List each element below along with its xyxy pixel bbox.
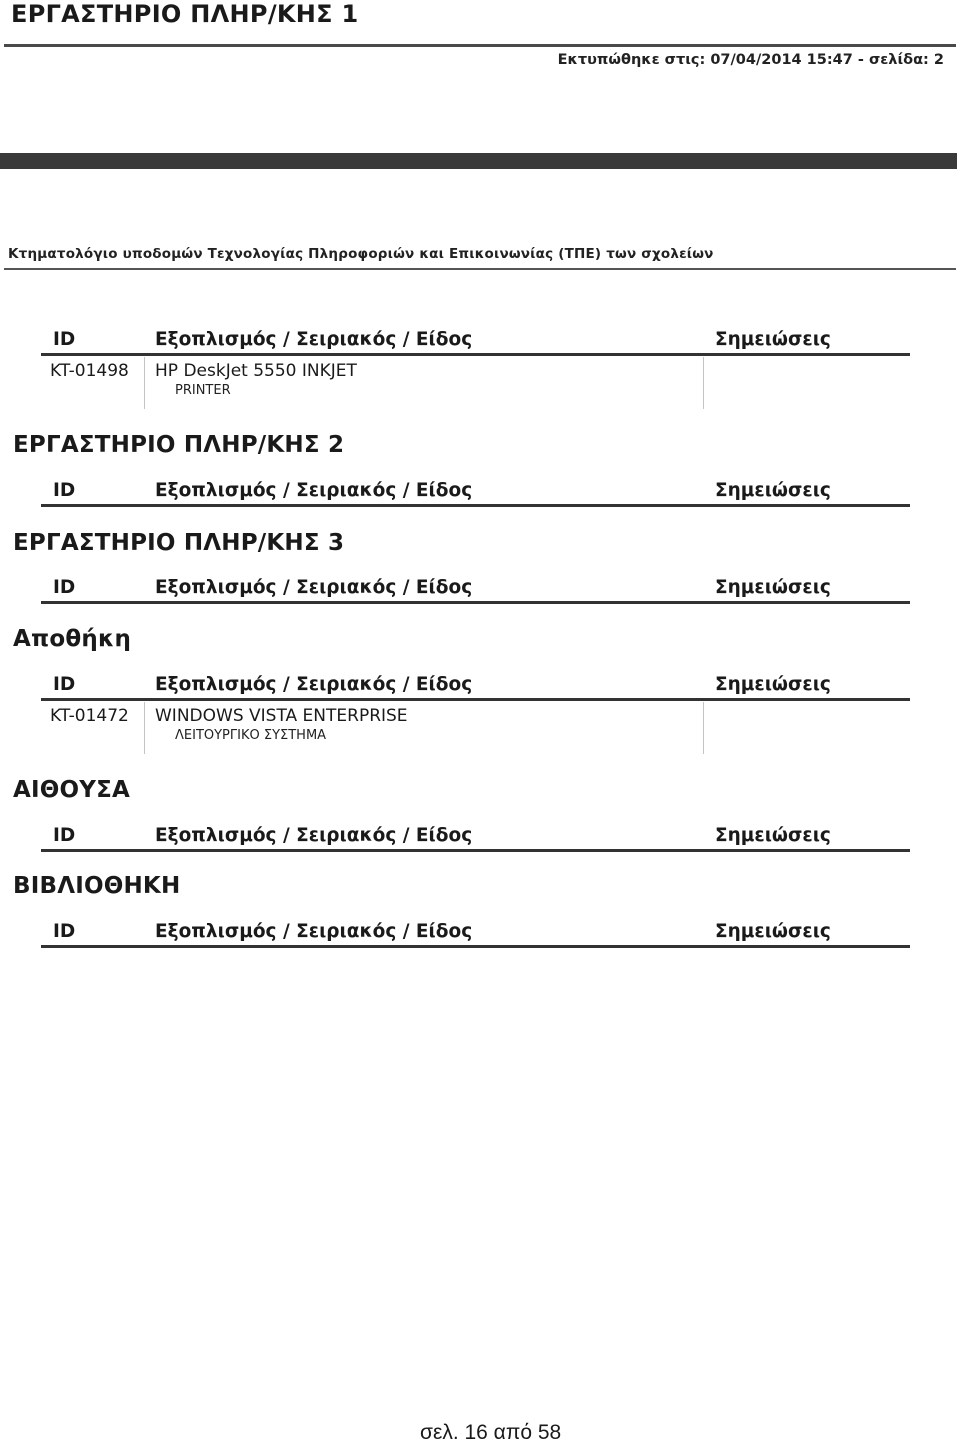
column-header-notes: Σημειώσεις <box>715 674 831 695</box>
item-id: KT-01472 <box>50 706 129 726</box>
section-title: ΕΡΓΑΣΤΗΡΙΟ ΠΛΗΡ/ΚΗΣ 3 <box>13 530 345 556</box>
item-id: KT-01498 <box>50 361 129 381</box>
document-subtitle: Κτηματολόγιο υποδομών Τεχνολογίας Πληροφοριών και Επικοινωνίας (ΤΠΕ) των σχολείων <box>8 246 714 262</box>
section-title: ΑΙΘΟΥΣΑ <box>13 777 131 803</box>
section-title: Αποθήκη <box>13 626 132 652</box>
section-title: ΕΡΓΑΣΤΗΡΙΟ ΠΛΗΡ/ΚΗΣ 2 <box>13 432 345 458</box>
column-header-notes: Σημειώσεις <box>715 921 831 942</box>
header-rule <box>4 44 956 47</box>
item-type: ΛΕΙΤΟΥΡΓΙΚΟ ΣΥΣΤΗΜΑ <box>175 728 327 743</box>
subtitle-rule <box>4 268 956 270</box>
column-header-equipment: Εξοπλισμός / Σειριακός / Είδος <box>155 921 473 942</box>
column-header-equipment: Εξοπλισμός / Σειριακός / Είδος <box>155 674 473 695</box>
section-title: ΒΙΒΛΙΟΘΗΚΗ <box>13 873 181 899</box>
table-header-rule <box>41 945 910 948</box>
table-header-rule <box>41 849 910 852</box>
table-header-rule <box>41 353 910 356</box>
column-header-id: ID <box>53 921 76 942</box>
column-divider <box>703 357 704 409</box>
page-number: σελ. 16 από 58 <box>420 1421 562 1444</box>
column-header-notes: Σημειώσεις <box>715 329 831 350</box>
column-header-notes: Σημειώσεις <box>715 480 831 501</box>
table-header-rule <box>41 698 910 701</box>
column-header-id: ID <box>53 674 76 695</box>
column-header-equipment: Εξοπλισμός / Σειριακός / Είδος <box>155 825 473 846</box>
item-name: WINDOWS VISTA ENTERPRISE <box>155 706 408 726</box>
column-divider <box>144 702 145 754</box>
column-header-equipment: Εξοπλισμός / Σειριακός / Είδος <box>155 480 473 501</box>
header-band <box>0 153 957 169</box>
column-header-id: ID <box>53 329 76 350</box>
column-header-equipment: Εξοπλισμός / Σειριακός / Είδος <box>155 577 473 598</box>
column-header-notes: Σημειώσεις <box>715 577 831 598</box>
page-title: ΕΡΓΑΣΤΗΡΙΟ ΠΛΗΡ/ΚΗΣ 1 <box>11 0 359 28</box>
column-header-id: ID <box>53 577 76 598</box>
printed-info: Εκτυπώθηκε στις: 07/04/2014 15:47 - σελίδα: 2 <box>557 52 944 68</box>
table-header-rule <box>41 601 910 604</box>
column-divider <box>144 357 145 409</box>
column-header-notes: Σημειώσεις <box>715 825 831 846</box>
column-header-id: ID <box>53 825 76 846</box>
column-header-equipment: Εξοπλισμός / Σειριακός / Είδος <box>155 329 473 350</box>
table-header-rule <box>41 504 910 507</box>
column-divider <box>703 702 704 754</box>
column-header-id: ID <box>53 480 76 501</box>
item-type: PRINTER <box>175 383 231 398</box>
item-name: HP DeskJet 5550 INKJET <box>155 361 357 381</box>
